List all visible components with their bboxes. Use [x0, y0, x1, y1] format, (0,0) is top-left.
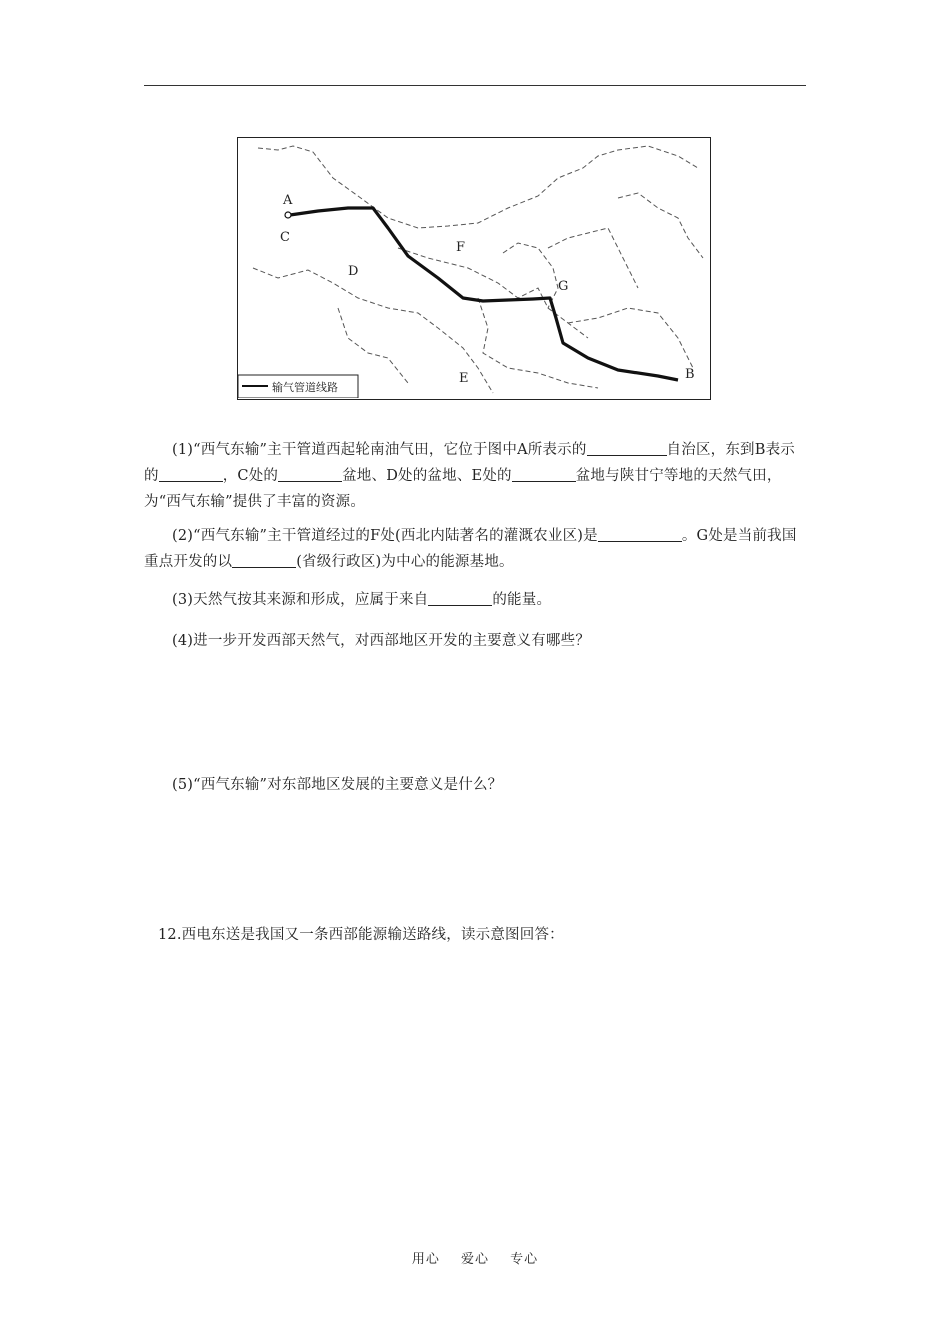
header-rule	[144, 85, 806, 86]
q2-blank-2[interactable]	[232, 553, 296, 568]
q3-blank-1[interactable]	[428, 591, 492, 606]
q1-blank-1[interactable]	[587, 441, 667, 456]
province-line-6	[338, 308, 408, 383]
q1-blank-3[interactable]	[278, 467, 342, 482]
label-b: B	[685, 367, 695, 382]
border-west	[253, 268, 493, 393]
label-e: E	[459, 371, 469, 386]
q1-text-5: 盆地与陕甘宁等地的天然气田，为“西气东输”提供了丰富的资源。	[144, 468, 782, 510]
label-f: F	[456, 240, 466, 255]
q1-text-2: 自治区，东到B表示的	[144, 442, 796, 484]
page-footer	[0, 1248, 950, 1267]
question-5: (5)“西气东输”对东部地区发展的主要意义是什么？	[172, 777, 503, 793]
label-d: D	[348, 264, 359, 279]
q1-text-3: ，C处的	[222, 468, 279, 484]
footer-item-1: 用心	[411, 1252, 440, 1267]
q2-blank-1[interactable]	[598, 527, 682, 542]
label-a: A	[283, 193, 293, 208]
label-c: C	[280, 230, 290, 245]
border-northwest	[258, 146, 698, 228]
q2-text-3: (省级行政区)为中心的能源基地。	[296, 554, 514, 570]
question-4: (4)进一步开发西部天然气，对西部地区开发的主要意义有哪些？	[172, 633, 591, 649]
q1-blank-2[interactable]	[159, 467, 223, 482]
q3-text-1: (3)天然气按其来源和形成，应属于来自	[172, 592, 429, 608]
pipeline-route	[290, 208, 678, 380]
question-2	[144, 523, 809, 575]
pipeline-map	[237, 137, 711, 400]
q1-blank-4[interactable]	[512, 467, 576, 482]
q2-text-2: 。G处是当前我国重点开发的以	[144, 528, 797, 570]
q1-text-1: (1)“西气东输”主干管道西起轮南油气田，它位于图中A所表示的	[172, 442, 587, 458]
legend-label: 输气管道线路	[272, 381, 338, 394]
q2-text-1: (2)“西气东输”主干管道经过的F处(西北内陆著名的灌溉农业区)是	[172, 528, 598, 544]
province-line-5	[618, 193, 703, 258]
question-3	[172, 587, 551, 613]
question-12: 12.西电东送是我国又一条西部能源输送路线，读示意图回答：	[158, 927, 564, 943]
footer-item-3: 专心	[510, 1252, 539, 1267]
q1-text-4: 盆地、D处的盆地、E处的	[342, 468, 512, 484]
label-g: G	[558, 279, 569, 294]
footer-item-2: 爱心	[460, 1252, 489, 1267]
pipeline-start-marker	[285, 212, 291, 218]
province-line-4	[478, 298, 598, 388]
q3-text-2: 的能量。	[492, 592, 552, 608]
question-1	[144, 437, 809, 515]
